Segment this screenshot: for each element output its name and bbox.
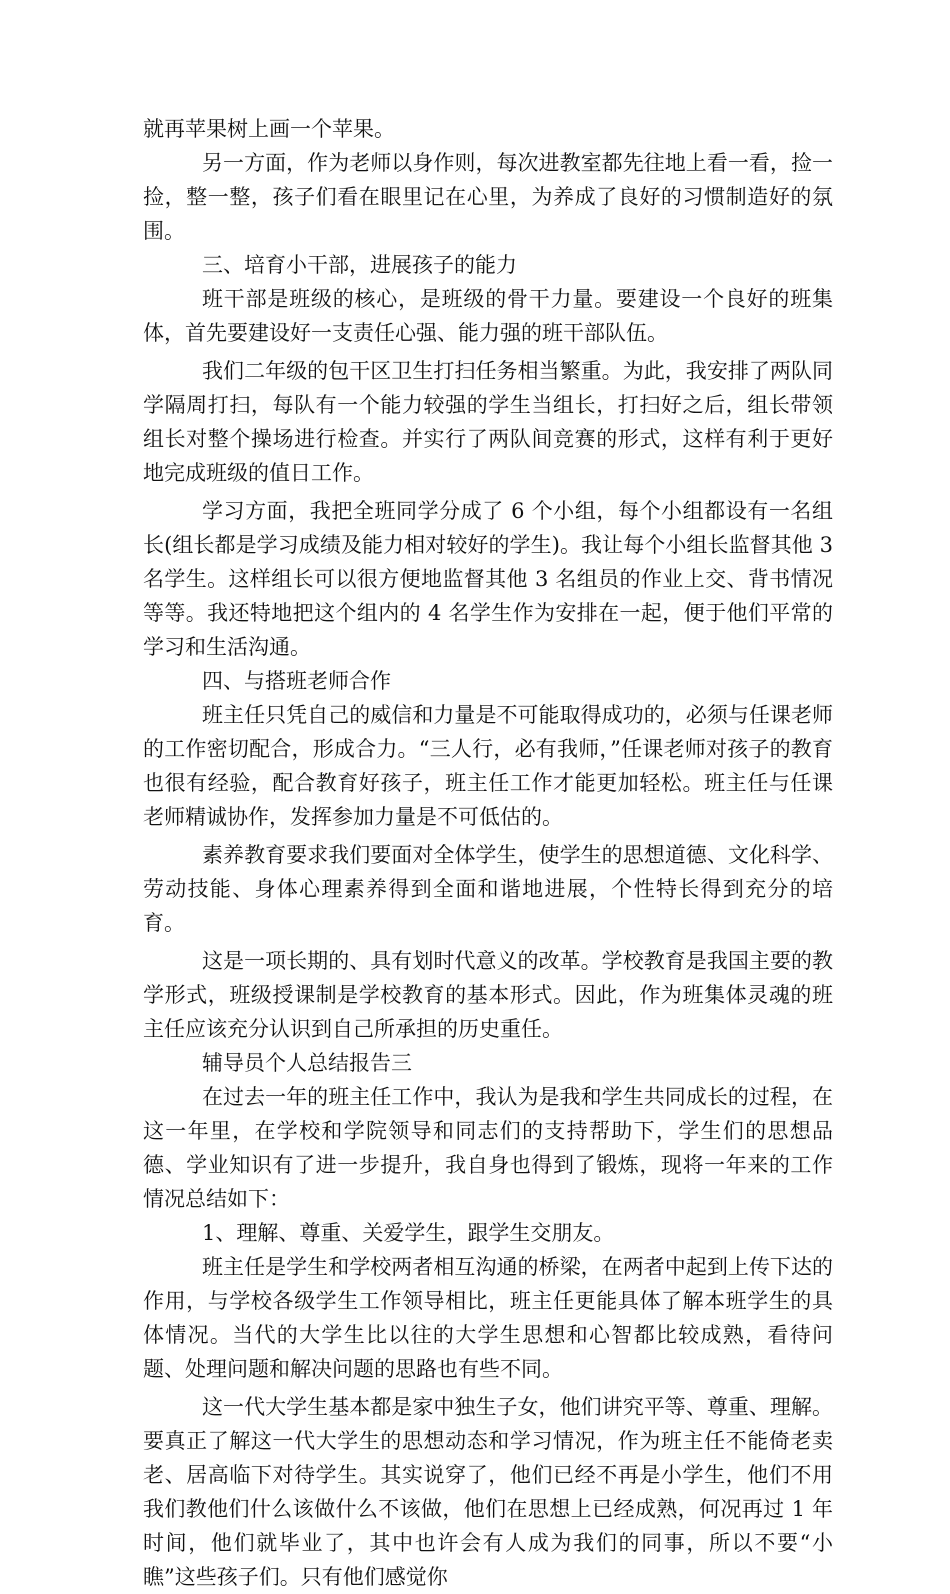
paragraph-continuation: 就再苹果树上画一个苹果。 [143,117,395,141]
paragraph: 在过去一年的班主任工作中，我认为是我和学生共同成长的过程，在这一年里，在学校和学院领导和同志们的支持帮助下，学生们的思想品德、学业知识有了进一步提升，我自身也得到了锻炼，现将一年来的工作情况总结如下： [143,1085,833,1211]
report-title: 辅导员个人总结报告三 [202,1051,412,1075]
paragraph: 班主任只凭自己的威信和力量是不可能取得成功的，必须与任课老师的工作密切配合，形成合力。“三人行，必有我师，”任课老师对孩子的教育也很有经验，配合教育好孩子，班主任工作才能更加轻松。班主任与任课老师精诚协作，发挥参加力量是不可低估的。 [143,703,833,829]
numbered-heading: 1、理解、尊重、关爱学生，跟学生交朋友。 [202,1221,615,1245]
paragraph: 另一方面，作为老师以身作则，每次进教室都先往地上看一看，捡一捡，整一整，孩子们看在眼里记在心里，为养成了良好的习惯制造好的氛围。 [143,151,833,243]
paragraph: 这是一项长期的、具有划时代意义的改革。学校教育是我国主要的教学形式，班级授课制是学校教育的基本形式。因此，作为班集体灵魂的班主任应该充分认识到自己所承担的历史重任。 [143,949,833,1041]
section-heading: 三、培育小干部，进展孩子的能力 [202,253,517,277]
paragraph: 我们二年级的包干区卫生打扫任务相当繁重。为此，我安排了两队同学隔周打扫，每队有一个能力较强的学生当组长，打扫好之后，组长带领组长对整个操场进行检查。并实行了两队间竞赛的形式，这样有利于更好地完成班级的值日工作。 [143,359,833,485]
section-heading: 四、与搭班老师合作 [202,669,391,693]
paragraph: 班干部是班级的核心，是班级的骨干力量。要建设一个良好的班集体，首先要建设好一支责任心强、能力强的班干部队伍。 [143,287,833,345]
paragraph: 这一代大学生基本都是家中独生子女，他们讲究平等、尊重、理解。要真正了解这一代大学生的思想动态和学习情况，作为班主任不能倚老卖老、居高临下对待学生。其实说穿了，他们已经不再是小学生，他们不用我们教他们什么该做什么不该做，他们在思想上已经成熟，何况再过 1 年时间，他们就毕业了，其中也许会有人成为我们的同事，所以不要“小瞧”这些孩子们。只有他们感觉你 [143,1395,833,1589]
paragraph: 班主任是学生和学校两者相互沟通的桥梁，在两者中起到上传下达的作用，与学校各级学生工作领导相比，班主任更能具体了解本班学生的具体情况。当代的大学生比以往的大学生思想和心智都比较成熟，看待问题、处理问题和解决问题的思路也有些不同。 [143,1255,833,1381]
paragraph: 素养教育要求我们要面对全体学生，使学生的思想道德、文化科学、劳动技能、身体心理素养得到全面和谐地进展，个性特长得到充分的培育。 [143,843,833,935]
paragraph: 学习方面，我把全班同学分成了 6 个小组，每个小组都设有一名组长(组长都是学习成绩及能力相对较好的学生)。我让每个小组长监督其他 3 名学生。这样组长可以很方便地监督其他 3 名组员的作业上交、背书情况等等。我还特地把这个组内的 4 名学生作为安排在一起，便于他们平常的学习和生活沟通。 [143,499,833,659]
document-body [143,112,833,1594]
